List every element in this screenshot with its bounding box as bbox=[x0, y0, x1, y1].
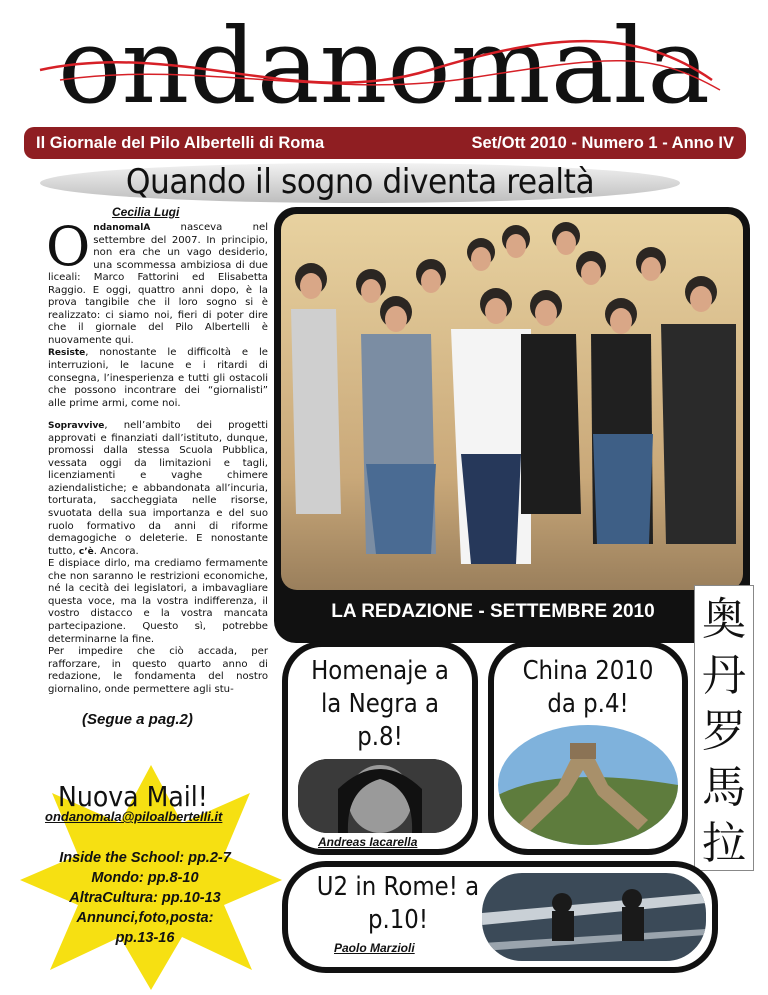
masthead-banner bbox=[24, 127, 746, 159]
table-of-contents bbox=[40, 848, 250, 948]
negra-photo bbox=[298, 759, 462, 833]
article-lead-word: Sopravvive bbox=[48, 421, 105, 432]
toc-item[interactable]: Annunci,foto,posta: bbox=[76, 910, 214, 926]
toc-item[interactable]: AltraCultura: pp.10-13 bbox=[69, 890, 221, 906]
article-paragraph: E dispiace dirlo, ma crediamo fermamente che non saranno le restrizioni economiche, né la cecità dei legislatori, a imbavagliare questa voce, ma la vostra indifferenza, il vostro distacco e la vostra mancata partecipazione. Questo sì, potrebbe determinarne la fine. bbox=[48, 558, 268, 645]
issue-info: Set/Ott 2010 - Numero 1 - Anno IV bbox=[471, 133, 734, 152]
svg-text:ondanomala: ondanomala bbox=[58, 5, 710, 125]
teaser-u2-title: U2 in Rome! a p.10! bbox=[316, 872, 480, 935]
masthead-logo bbox=[0, 0, 768, 125]
article-paragraph: OndanomalA nasceva nel settembre del 2007. In principio, non era che un vago desiderio, una scommessa ambiziosa di due liceali: Marco Fattorini ed Elisabetta Raggio. E oggi, quattro anni dopo, è la prova tangibile che il loro sogno si è realizzato: ci siamo noi, fieri di poter dire che il giornale del Pilo Albertelli è nuovamente qui. bbox=[46, 215, 268, 346]
teaser-negra-author: Andreas Iacarella bbox=[318, 835, 418, 849]
staff-photo bbox=[281, 214, 743, 590]
lead-author: Cecilia Lugi bbox=[112, 205, 180, 219]
lead-headline: Quando il sogno diventa realtà bbox=[125, 162, 595, 202]
dropcap: O bbox=[46, 215, 91, 278]
article-paragraph: Resiste, nonostante le difficoltà e le interruzioni, le lacune e i ritardi di consegna, l’inesperienza e tutti gli ostacoli che possono incontrare dei “giornalisti” alle prime armi, come noi. bbox=[48, 347, 268, 409]
teaser-china-title: China 2010 da p.4! bbox=[522, 656, 654, 719]
toc-item[interactable]: Inside the School: pp.2-7 bbox=[59, 850, 231, 866]
continue-link[interactable]: (Segue a pag.2) bbox=[82, 711, 193, 728]
svg-text:拉: 拉 bbox=[702, 818, 746, 869]
teaser-u2[interactable] bbox=[282, 861, 718, 973]
article-lead-word: Resiste bbox=[48, 348, 86, 359]
teaser-u2-author: Paolo Marzioli bbox=[334, 941, 415, 955]
u2-photo bbox=[482, 873, 706, 961]
teaser-negra-title: Homenaje a la Negra a p.8! bbox=[311, 656, 449, 752]
article-paragraph: Per impedire che ciò accada, per rafforzare, in questo quarto anno di redazione, le fondamenta del nostro giornalino, onde permettere agli stu- bbox=[48, 646, 268, 695]
promo-title: Nuova Mail! bbox=[58, 780, 208, 813]
svg-text:罗: 罗 bbox=[702, 706, 746, 757]
svg-text:馬: 馬 bbox=[702, 762, 746, 813]
toc-item[interactable]: Mondo: pp.8-10 bbox=[91, 870, 199, 886]
newspaper-subtitle: Il Giornale del Pilo Albertelli di Roma bbox=[36, 133, 325, 152]
great-wall-photo bbox=[498, 725, 678, 845]
article-lead-word: ndanomalA bbox=[93, 223, 151, 233]
chinese-calligraphy bbox=[694, 585, 754, 871]
article-paragraph: Sopravvive, nell’ambito dei progetti approvati e finanziati dall’istituto, dunque, promossi dalla stessa Scuola Pubblica, vessata oggi da limitazioni e tagli, licenziamenti e vaghe chimere aziendalistiche; e abbandonata all’incuria, torturata, saccheggiata nelle risorse, svuotata della sua importanza e del suo ruolo formativo da anni di riforme demagogiche o deleterie. E nonostante tutto, c’è. Ancora. bbox=[48, 420, 268, 557]
toc-item[interactable]: pp.13-16 bbox=[115, 930, 175, 946]
teaser-china[interactable] bbox=[488, 641, 688, 855]
svg-text:奥: 奥 bbox=[702, 594, 746, 645]
svg-text:丹: 丹 bbox=[702, 650, 746, 701]
photo-caption: LA REDAZIONE - SETTEMBRE 2010 bbox=[331, 601, 655, 622]
teaser-negra[interactable] bbox=[282, 641, 478, 855]
lead-article bbox=[46, 215, 268, 696]
promo-email[interactable]: ondanomala@piloalbertelli.it bbox=[45, 809, 223, 824]
